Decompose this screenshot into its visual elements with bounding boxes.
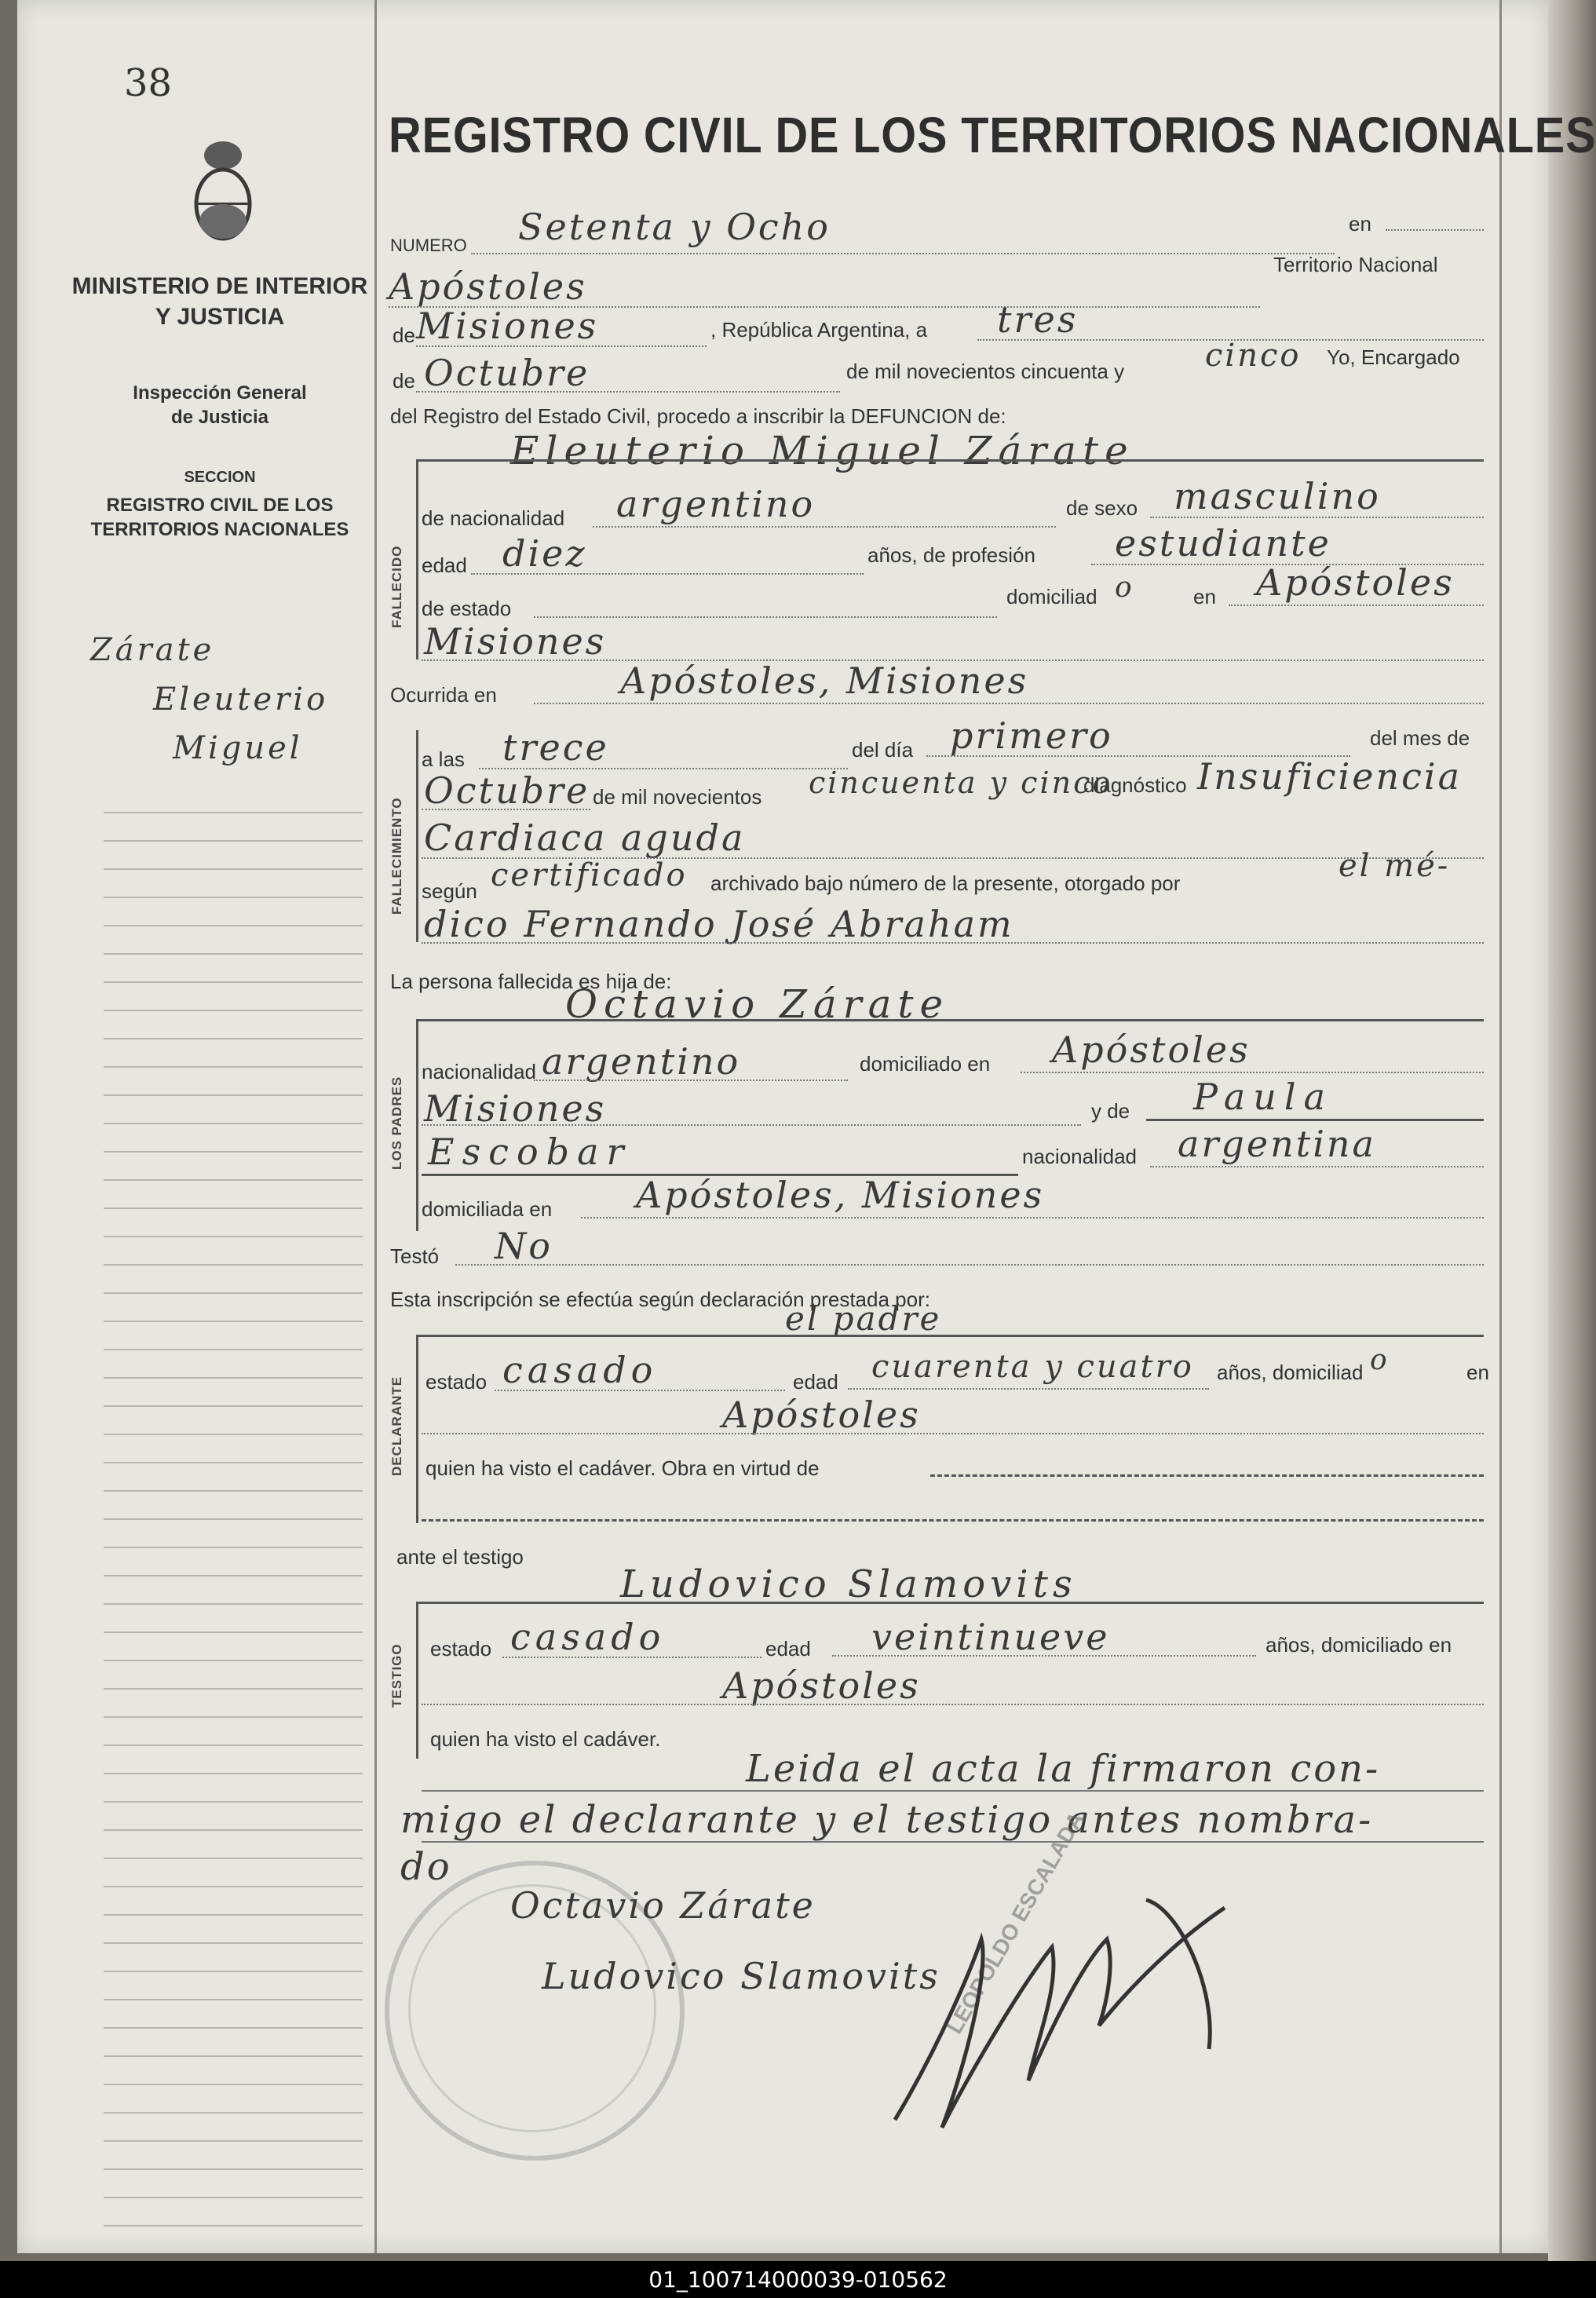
edad-value: diez [502, 532, 587, 575]
profesion-value: estudiante [1115, 522, 1331, 564]
solid-line [1146, 1119, 1484, 1121]
numero-value: Setenta y Ocho [518, 206, 831, 248]
madre-nac-value: argentina [1178, 1123, 1376, 1165]
section-bracket [416, 730, 418, 942]
anos-profesion-label: años, de profesión [867, 543, 1035, 567]
dotline [848, 1388, 1209, 1390]
margin-note-surname: Zárate [90, 632, 215, 668]
dotline [422, 942, 1484, 944]
dotline [471, 573, 864, 575]
decl-edad-value: cuarenta y cuatro [871, 1349, 1194, 1385]
dotline [416, 391, 840, 393]
dia-value: tres [997, 298, 1079, 341]
section-bracket [416, 1602, 418, 1759]
numero-label: NUMERO [390, 236, 467, 255]
solid-line [416, 1602, 1484, 1604]
en-label-3: en [1466, 1361, 1489, 1384]
margin-rule [374, 0, 377, 2253]
margin-ruled-lines [104, 785, 363, 2230]
nacionalidad2-label: nacionalidad [422, 1060, 537, 1083]
stamp-name: LEOPOLDO ESCALADA [942, 1807, 1090, 2038]
dotline [1229, 605, 1484, 606]
edad3-label: edad [765, 1637, 811, 1660]
dashed-line [422, 1519, 1484, 1522]
padre-dom2-value: Misiones [424, 1087, 607, 1130]
sexo-label: de sexo [1066, 496, 1138, 520]
rule-line [422, 1841, 1484, 1843]
dotline [422, 1124, 1081, 1126]
right-rule [1499, 0, 1502, 2253]
territorio-value: Misiones [416, 305, 599, 347]
diagnostico-label: diagnóstico [1083, 773, 1187, 797]
dashed-line [930, 1474, 1484, 1477]
mil-novecientos-label: de mil novecientos cincuenta y [846, 360, 1125, 383]
registrar-signature-icon [848, 1845, 1287, 2175]
mes-fall-value: Octubre [424, 769, 590, 812]
domicilio2-value: Misiones [424, 620, 607, 663]
y-de-label: y de [1091, 1099, 1130, 1123]
dotline [581, 1217, 1484, 1218]
dotline [832, 1655, 1256, 1657]
dotline [416, 345, 707, 347]
padre-value: Octavio Zárate [565, 981, 950, 1027]
diagnostico1-value: Insuficiencia [1197, 755, 1462, 798]
de-estado-label: de estado [422, 597, 512, 620]
anos-dom2-label: años, domiciliado en [1265, 1633, 1452, 1657]
dotline [1386, 229, 1484, 231]
page-number: 38 [124, 61, 173, 105]
dotline [471, 253, 1335, 254]
dotline [422, 1433, 1484, 1434]
estado-label: estado [425, 1370, 488, 1394]
testigo-side-label: TESTIGO [389, 1643, 404, 1708]
dotline [502, 1657, 761, 1658]
dotline [534, 703, 1484, 704]
signature-padre: Octavio Zárate [510, 1884, 816, 1927]
estado2-label: estado [430, 1637, 492, 1660]
anio-fall-value: cincuenta y cinco [809, 765, 1113, 800]
localidad-value: Apóstoles [389, 265, 587, 308]
cierre3-value: do [400, 1845, 452, 1889]
yo-label: Yo, Encargado [1327, 345, 1460, 369]
test-estado-value: casado [510, 1616, 666, 1658]
inspection-label: Inspección General de Justicia [133, 382, 307, 429]
dia-fall-value: primero [950, 714, 1113, 757]
declarante-side-label: DECLARANTE [389, 1376, 404, 1476]
ministry-label: MINISTERIO DE INTERIOR Y JUSTICIA [71, 273, 368, 330]
dotline [1150, 1166, 1484, 1167]
section-bracket [416, 1019, 418, 1231]
nacionalidad3-label: nacionalidad [1022, 1145, 1138, 1168]
otorgado1-value: el mé- [1339, 848, 1451, 884]
testigo-value: Ludovico Slamovits [620, 1562, 1077, 1606]
otorgado2-value: dico Fernando José Abraham [424, 903, 1014, 945]
ocurrida-value: Apóstoles, Misiones [620, 659, 1029, 702]
dotline [534, 1080, 848, 1081]
dotline [534, 616, 997, 618]
section-bracket [416, 459, 418, 659]
hija-label: La persona fallecida es hija de: [390, 970, 672, 993]
domiciliado-en-label: domiciliado en [860, 1052, 991, 1076]
domiciliada-label: domiciliada en [422, 1197, 553, 1221]
padre-dom-value: Apóstoles [1052, 1028, 1251, 1071]
dotline [455, 1264, 1484, 1266]
territorio-label: Territorio Nacional [1273, 253, 1438, 276]
ante-label: ante el testigo [396, 1545, 524, 1569]
ocurrida-label: Ocurrida en [390, 683, 497, 707]
domiciliad-label: domiciliad [1006, 585, 1097, 608]
margin-note-name2: Miguel [173, 730, 303, 766]
en-label-2: en [1193, 585, 1216, 608]
en-label: en [1349, 212, 1371, 236]
testo-value: No [495, 1225, 553, 1267]
decl-dom-value: Apóstoles [722, 1394, 921, 1436]
inscripcion-label: Esta inscripción se efectúa según declaración prestada por: [390, 1288, 930, 1311]
a-las-label: a las [422, 747, 465, 771]
section-label: SECCION [184, 469, 256, 486]
edad-label: edad [422, 553, 467, 577]
anio-value: cinco [1205, 338, 1302, 374]
de-label: de [393, 323, 415, 347]
sexo-value: masculino [1174, 475, 1381, 517]
dotline [422, 809, 590, 810]
de-label-2: de [393, 369, 415, 393]
cierre2-value: migo el declarante y el testigo antes nombra- [400, 1798, 1374, 1842]
anos-dom-label: años, domiciliad [1217, 1361, 1364, 1384]
visto2-label: quien ha visto el cadáver. [430, 1727, 661, 1751]
mil-nov-label-2: de mil novecientos [593, 785, 762, 809]
nacionalidad-value: argentino [616, 483, 816, 525]
diagnostico2-value: Cardiaca aguda [424, 817, 746, 859]
nacionalidad-label: de nacionalidad [422, 506, 565, 530]
madre1-value: Paula [1193, 1076, 1334, 1118]
madre-dom-value: Apóstoles, Misiones [636, 1174, 1045, 1216]
domicilio-value: Apóstoles [1256, 561, 1455, 604]
visto-label: quien ha visto el cadáver. Obra en virtud de [425, 1456, 820, 1480]
cierre1-value: Leida el acta la firmaron con- [746, 1747, 1381, 1791]
fallecimiento-side-label: FALLECIMIENTO [389, 797, 404, 915]
testo-label: Testó [390, 1244, 440, 1268]
decl-estado-value: casado [502, 1349, 658, 1391]
segun-label: según [422, 879, 477, 903]
hora-value: trece [502, 726, 609, 769]
mes-value: Octubre [424, 352, 590, 394]
rule-line [422, 1790, 1484, 1792]
section-name: REGISTRO CIVIL DE LOS TERRITORIOS NACIONALES [90, 495, 349, 541]
archivado-label: archivado bajo número de la presente, otorgado por [710, 871, 1181, 895]
archive-id: 01_100714000039-010562 [0, 2261, 1596, 2298]
del-dia-label: del día [852, 738, 914, 762]
dotline [495, 1390, 785, 1391]
test-dom-value: Apóstoles [722, 1664, 921, 1707]
section-bracket [416, 1335, 418, 1523]
document-title: REGISTRO CIVIL DE LOS TERRITORIOS NACIONALES [389, 107, 1596, 163]
nombre-value: Eleuterio Miguel Zárate [510, 428, 1134, 473]
registro-line: del Registro del Estado Civil, procedo a inscribir la DEFUNCION de: [390, 404, 1006, 428]
fallecido-side-label: FALLECIDO [389, 545, 404, 628]
padres-side-label: LOS PADRES [389, 1076, 404, 1170]
book-edge [1548, 0, 1596, 2261]
margin-note-name1: Eleuterio [153, 681, 329, 718]
decl-dom-suffix: o [1370, 1344, 1390, 1376]
dotline [1150, 517, 1484, 518]
republica-label: , República Argentina, a [710, 318, 928, 342]
edad2-label: edad [793, 1370, 838, 1394]
domiciliad-suffix: o [1115, 572, 1134, 604]
declarante-value: el padre [785, 1299, 942, 1338]
del-mes-label: del mes de [1370, 726, 1470, 750]
test-edad-value: veintinueve [871, 1616, 1110, 1658]
madre2-value: Escobar [428, 1131, 632, 1173]
solid-line [416, 459, 1484, 462]
segun-value: certificado [491, 857, 688, 893]
solid-line [416, 1019, 1484, 1021]
argentine-coat-of-arms-icon [187, 133, 259, 251]
signature-testigo: Ludovico Slamovits [542, 1955, 940, 1997]
solid-line [416, 1335, 1484, 1337]
dotline [1021, 1072, 1484, 1073]
padre-nac-value: argentino [542, 1040, 741, 1083]
dotline [422, 1704, 1484, 1705]
dotline [593, 526, 1056, 528]
